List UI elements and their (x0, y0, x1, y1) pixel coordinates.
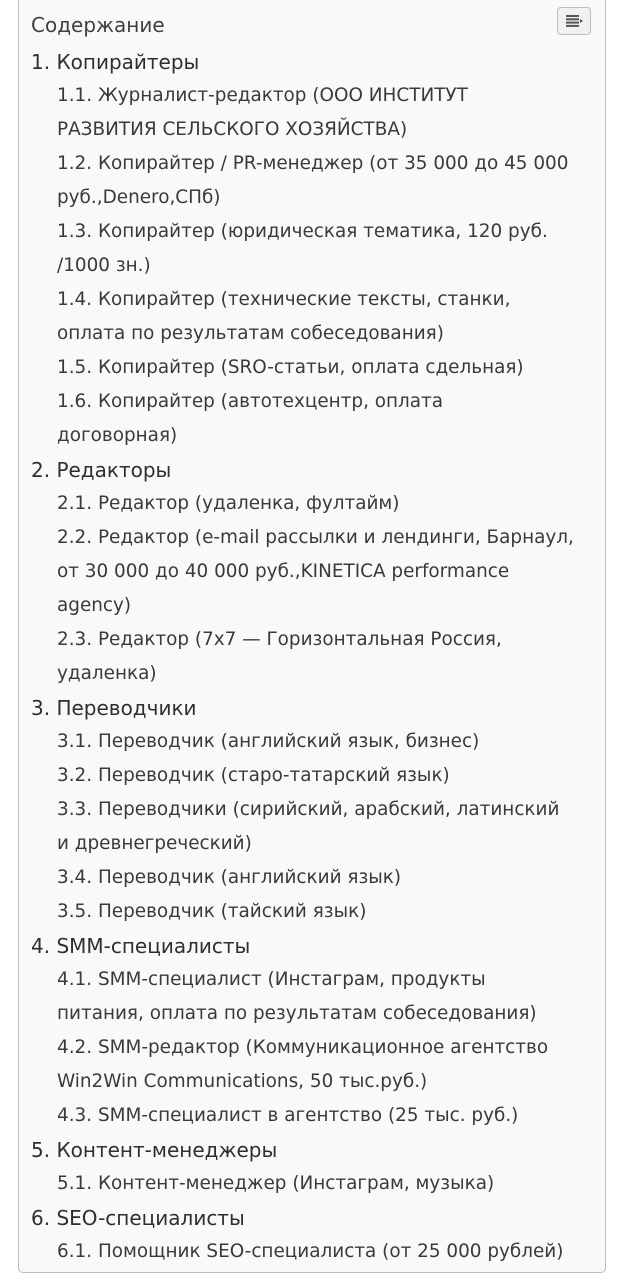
toc-subsection-line: 3.2. Переводчик (старо-татарский язык) (57, 765, 450, 786)
toc-section (31, 453, 591, 691)
toc-subsection-list (31, 1167, 591, 1201)
toc-subsection-line: 1.4. Копирайтер (технические тексты, станки, (57, 289, 511, 310)
toc-subsection (57, 147, 591, 215)
toc-header (31, 9, 591, 45)
toc-subsection (57, 759, 591, 793)
toc-subsection-line: 3.3. Переводчики (сирийский, арабский, латинский (57, 799, 560, 820)
toc-toggle-button[interactable] (557, 7, 591, 35)
toc-subsection-link[interactable] (57, 385, 591, 453)
toc-subsection-line: договорная) (57, 425, 178, 446)
toc-subsection-line: руб.,Denero,СПб) (57, 187, 221, 208)
toc-subsection-line: 2.1. Редактор (удаленка, фултайм) (57, 493, 400, 514)
toc-subsection-line: оплата по результатам собеседования) (57, 323, 444, 344)
toc-section-list (31, 45, 591, 1269)
toc-subsection-line: 1.6. Копирайтер (автотехцентр, оплата (57, 391, 444, 412)
toc-subsection-link[interactable] (57, 861, 591, 895)
toc-subsection-link[interactable] (57, 487, 591, 521)
toc-subsection-line: 1.1. Журналист-редактор (ООО ИНСТИТУТ (57, 85, 468, 106)
toc-section (31, 929, 591, 1133)
list-toggle-icon (566, 15, 583, 27)
toc-subsection-line: 5.1. Контент-менеджер (Инстаграм, музыка) (57, 1173, 495, 1194)
toc-subsection-list (31, 487, 591, 691)
toc-subsection-line: 2.2. Редактор (e-mail рассылки и лендинги, Барнаул, (57, 527, 574, 548)
toc-subsection-line: 4.1. SMM-специалист (Инстаграм, продукты (57, 969, 486, 990)
toc-subsection-line: 4.2. SMM-редактор (Коммуникационное агентство (57, 1037, 549, 1058)
toc-subsection-line: 3.1. Переводчик (английский язык, бизнес) (57, 731, 480, 752)
table-of-contents (18, 0, 606, 1273)
toc-section (31, 1201, 591, 1269)
toc-subsection-link[interactable] (57, 351, 591, 385)
toc-subsection-list (31, 1235, 591, 1269)
toc-subsection-link[interactable] (57, 963, 591, 1031)
toc-subsection-link[interactable] (57, 1099, 591, 1133)
toc-subsection (57, 215, 591, 283)
toc-section-link[interactable]: 2. Редакторы (31, 458, 172, 482)
toc-subsection-line: питания, оплата по результатам собеседования) (57, 1003, 537, 1024)
toc-subsection-line: agency) (57, 595, 132, 616)
toc-subsection-link[interactable] (57, 1167, 591, 1201)
toc-subsection-line: 6.1. Помощник SEO-специалиста (от 25 000 рублей) (57, 1241, 564, 1262)
toc-subsection-line: 3.4. Переводчик (английский язык) (57, 867, 402, 888)
toc-subsection-line: РАЗВИТИЯ СЕЛЬСКОГО ХОЗЯЙСТВА) (57, 119, 408, 140)
toc-subsection (57, 487, 591, 521)
toc-subsection-line: /1000 зн.) (57, 255, 151, 276)
toc-subsection-line: 1.2. Копирайтер / PR-менеджер (от 35 000 до 45 000 (57, 153, 569, 174)
toc-section (31, 691, 591, 929)
toc-subsection (57, 79, 591, 147)
toc-subsection-line: 4.3. SMM-специалист в агентство (25 тыс. руб.) (57, 1105, 519, 1126)
toc-subsection-link[interactable] (57, 623, 591, 691)
toc-subsection (57, 1031, 591, 1099)
toc-section-link[interactable]: 4. SMM-специалисты (31, 934, 251, 958)
toc-subsection-link[interactable] (57, 147, 591, 215)
toc-subsection-list (31, 79, 591, 453)
toc-subsection-line: от 30 000 до 40 000 руб.,KINETICA performance (57, 561, 510, 582)
toc-subsection-line: 3.5. Переводчик (тайский язык) (57, 901, 367, 922)
toc-subsection (57, 1235, 591, 1269)
toc-subsection-line: и древнегреческий) (57, 833, 252, 854)
toc-title: Содержание (31, 13, 165, 37)
toc-subsection (57, 861, 591, 895)
toc-subsection (57, 1167, 591, 1201)
toc-subsection-link[interactable] (57, 793, 591, 861)
toc-subsection-link[interactable] (57, 1235, 591, 1269)
toc-subsection-line: 1.5. Копирайтер (SRO-статьи, оплата сдельная) (57, 357, 524, 378)
toc-subsection (57, 725, 591, 759)
toc-subsection (57, 963, 591, 1031)
toc-subsection (57, 385, 591, 453)
toc-subsection-link[interactable] (57, 283, 591, 351)
toc-subsection-link[interactable] (57, 1031, 591, 1099)
toc-section-link[interactable]: 6. SEO-специалисты (31, 1206, 245, 1230)
toc-subsection-link[interactable] (57, 895, 591, 929)
toc-subsection-link[interactable] (57, 759, 591, 793)
toc-subsection (57, 895, 591, 929)
toc-subsection (57, 283, 591, 351)
toc-subsection-list (31, 725, 591, 929)
toc-subsection (57, 623, 591, 691)
toc-subsection-line: 2.3. Редактор (7x7 — Горизонтальная Россия, (57, 629, 502, 650)
toc-subsection-link[interactable] (57, 521, 591, 623)
toc-subsection-link[interactable] (57, 215, 591, 283)
toc-subsection (57, 521, 591, 623)
toc-subsection (57, 1099, 591, 1133)
toc-subsection (57, 793, 591, 861)
toc-subsection-line: 1.3. Копирайтер (юридическая тематика, 120 руб. (57, 221, 548, 242)
toc-subsection-link[interactable] (57, 79, 591, 147)
toc-subsection (57, 351, 591, 385)
toc-section (31, 45, 591, 453)
toc-section-link[interactable]: 5. Контент-менеджеры (31, 1138, 278, 1162)
toc-subsection-list (31, 963, 591, 1133)
toc-section (31, 1133, 591, 1201)
toc-section-link[interactable]: 1. Копирайтеры (31, 50, 200, 74)
toc-subsection-line: удаленка) (57, 663, 157, 684)
toc-section-link[interactable]: 3. Переводчики (31, 696, 197, 720)
toc-subsection-line: Win2Win Communications, 50 тыс.руб.) (57, 1071, 428, 1092)
toc-subsection-link[interactable] (57, 725, 591, 759)
